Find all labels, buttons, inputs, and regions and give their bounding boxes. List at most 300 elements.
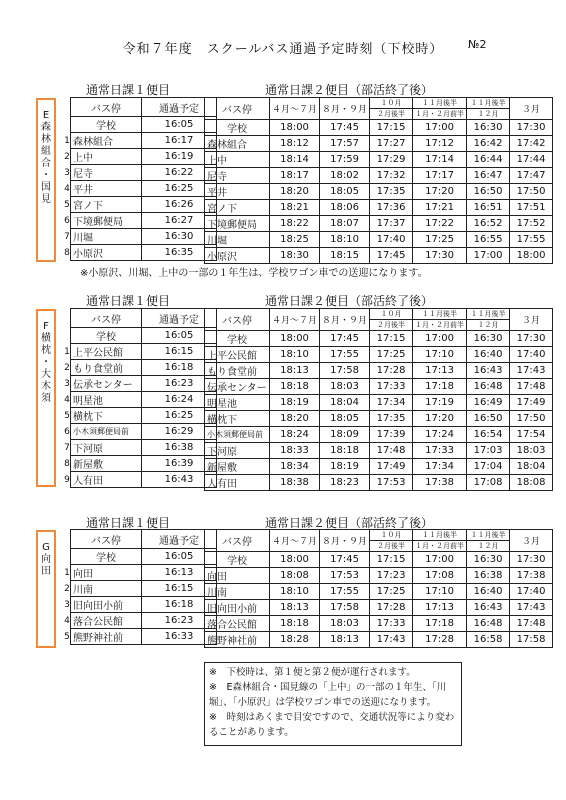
time-cell: 16:43 — [142, 472, 217, 488]
time-cell: 16:43 — [467, 363, 510, 379]
time-cell: 17:43 — [510, 600, 553, 616]
month-subheader: ２月後半 — [370, 320, 413, 331]
bus-stop-cell: 旧向田小前 — [71, 597, 142, 613]
bus-stop-cell: 平井 — [205, 184, 270, 200]
table-row — [205, 395, 553, 411]
time-cell: 16:29 — [142, 424, 217, 440]
time-cell: 17:34 — [370, 395, 413, 411]
time-cell: 17:45 — [320, 120, 370, 136]
time-cell: 16:05 — [142, 549, 217, 565]
time-cell: 17:23 — [370, 568, 413, 584]
table-row — [64, 597, 217, 613]
bus-stop-cell: 学校 — [71, 328, 142, 344]
row-number: 5 — [64, 197, 71, 213]
time-cell: 18:15 — [320, 248, 370, 264]
time-cell: 17:08 — [467, 475, 510, 491]
time-cell: 17:50 — [510, 411, 553, 427]
time-cell: 18:03 — [510, 443, 553, 459]
bus-stop-cell: もり食堂前 — [205, 363, 270, 379]
bus-stop-cell: 横枕下 — [71, 408, 142, 424]
time-cell: 18:13 — [320, 632, 370, 648]
time-cell: 17:47 — [510, 168, 553, 184]
time-cell: 16:40 — [467, 584, 510, 600]
row-number: 2 — [64, 360, 71, 376]
trip1-title-g: 通常日課１便目 — [86, 516, 171, 530]
time-cell: 17:58 — [320, 363, 370, 379]
time-cell: 16:40 — [467, 347, 510, 363]
bus-stop-cell: 上中 — [71, 149, 142, 165]
time-cell: 18:03 — [320, 379, 370, 395]
time-cell: 18:13 — [270, 363, 320, 379]
note-1: ※ 下校時は、第１便と第２便が運行されます。 — [209, 667, 416, 678]
time-cell: 16:23 — [142, 613, 217, 629]
time-cell: 17:00 — [413, 552, 467, 568]
route-label-e — [36, 98, 56, 262]
time-cell: 17:12 — [413, 136, 467, 152]
bus-stop-cell: 向田 — [205, 568, 270, 584]
bus-stop-cell: 小木須郵便局前 — [71, 424, 142, 440]
time-cell: 17:48 — [370, 443, 413, 459]
time-cell: 18:25 — [270, 232, 320, 248]
time-cell: 17:40 — [510, 347, 553, 363]
month-subheader: １２月 — [467, 109, 510, 120]
time-cell: 17:03 — [467, 443, 510, 459]
table-row — [205, 443, 553, 459]
trip1-table-e — [64, 97, 217, 261]
route-label-char: 大 — [41, 369, 51, 380]
route-label-char: 須 — [41, 393, 51, 404]
planned-time-header: 通過予定 — [142, 98, 217, 117]
row-number: 3 — [64, 376, 71, 392]
time-cell: 17:15 — [370, 120, 413, 136]
page-title: 令和７年度 スクールバス通過予定時刻（下校時） — [122, 42, 444, 57]
trip2-table-f — [204, 308, 553, 491]
time-cell: 18:00 — [270, 120, 320, 136]
time-cell: 18:20 — [270, 184, 320, 200]
time-cell: 17:38 — [510, 568, 553, 584]
time-cell: 17:28 — [413, 632, 467, 648]
row-number: 3 — [64, 165, 71, 181]
bus-stop-cell: 上平公民館 — [71, 344, 142, 360]
bus-stop-cell: 学校 — [205, 331, 270, 347]
time-cell: 17:14 — [413, 152, 467, 168]
table-row — [205, 152, 553, 168]
table-row — [205, 120, 553, 136]
time-cell: 18:10 — [320, 232, 370, 248]
table-row — [64, 165, 217, 181]
time-cell: 16:15 — [142, 344, 217, 360]
month-header: １１月後半 — [413, 530, 467, 541]
bus-stop-cell: 熊野神社前 — [71, 629, 142, 645]
time-cell: 17:55 — [320, 347, 370, 363]
time-cell: 16:50 — [467, 411, 510, 427]
row-number: 2 — [64, 581, 71, 597]
bus-stop-cell: 川南 — [205, 584, 270, 600]
table-row — [64, 117, 217, 133]
time-cell: 16:47 — [467, 168, 510, 184]
bus-stop-cell: 宮ノ下 — [71, 197, 142, 213]
bus-stop-cell: 川堀 — [205, 232, 270, 248]
route-label-char: 横 — [41, 333, 51, 344]
table-header-row — [205, 98, 553, 109]
time-cell: 18:28 — [270, 632, 320, 648]
month-header: ４月～７月 — [270, 98, 320, 120]
route-label-char: 林 — [41, 134, 51, 145]
time-cell: 16:22 — [142, 165, 217, 181]
row-number: 7 — [64, 229, 71, 245]
time-cell: 18:18 — [320, 443, 370, 459]
table-row — [205, 363, 553, 379]
bus-stop-cell: 川南 — [71, 581, 142, 597]
time-cell: 17:52 — [510, 216, 553, 232]
month-header: １１月後半 — [467, 309, 510, 320]
time-cell: 18:38 — [270, 475, 320, 491]
time-cell: 16:38 — [467, 568, 510, 584]
time-cell: 16:15 — [142, 581, 217, 597]
time-cell: 17:33 — [370, 379, 413, 395]
route-label-char: 国 — [41, 182, 51, 193]
time-cell: 17:30 — [510, 331, 553, 347]
time-cell: 17:30 — [413, 248, 467, 264]
table-row — [64, 440, 217, 456]
time-cell: 16:49 — [467, 395, 510, 411]
table-row — [64, 149, 217, 165]
time-cell: 18:19 — [320, 459, 370, 475]
time-cell: 17:53 — [320, 568, 370, 584]
row-number: 9 — [64, 472, 71, 488]
row-number: 2 — [64, 149, 71, 165]
time-cell: 17:08 — [413, 568, 467, 584]
route-label-char: F — [43, 321, 49, 332]
note-3: ※ 時刻はあくまで目安ですので、交通状況等により変わることがあります。 — [209, 712, 455, 738]
table-row — [64, 565, 217, 581]
month-subheader: １２月 — [467, 541, 510, 552]
table-row — [64, 181, 217, 197]
table-row — [205, 232, 553, 248]
time-cell: 17:33 — [370, 616, 413, 632]
bus-stop-cell: 森林組合 — [71, 133, 142, 149]
bus-stop-cell: 新屋敷 — [205, 459, 270, 475]
table-row — [205, 216, 553, 232]
time-cell: 17:40 — [370, 232, 413, 248]
month-header: ４月～７月 — [270, 530, 320, 552]
time-cell: 17:45 — [370, 248, 413, 264]
table-row — [64, 328, 217, 344]
time-cell: 17:49 — [370, 459, 413, 475]
bus-stop-cell: 小原沢 — [71, 245, 142, 261]
bus-stop-header: バス停 — [205, 309, 270, 331]
route-label-g — [36, 530, 56, 648]
time-cell: 17:32 — [370, 168, 413, 184]
time-cell: 17:13 — [413, 363, 467, 379]
time-cell: 16:51 — [467, 200, 510, 216]
time-cell: 16:13 — [142, 565, 217, 581]
trip2-title-f: 通常日課２便目（部活終了後） — [265, 294, 434, 308]
time-cell: 18:07 — [320, 216, 370, 232]
time-cell: 18:04 — [510, 459, 553, 475]
table-row — [205, 568, 553, 584]
time-cell: 18:06 — [320, 200, 370, 216]
bus-stop-cell: 伝承センター — [71, 376, 142, 392]
table-row — [205, 632, 553, 648]
time-cell: 17:00 — [467, 248, 510, 264]
time-cell: 17:39 — [370, 427, 413, 443]
time-cell: 17:33 — [413, 443, 467, 459]
trip2-title-g: 通常日課２便目（部活終了後） — [265, 516, 434, 530]
bus-stop-cell: 小木須郵便局前 — [205, 427, 270, 443]
planned-time-header: 通過予定 — [142, 530, 217, 549]
time-cell: 17:25 — [413, 232, 467, 248]
table-row — [205, 248, 553, 264]
table-row — [64, 424, 217, 440]
time-cell: 17:55 — [320, 584, 370, 600]
trip1-table-g — [64, 529, 217, 645]
time-cell: 17:10 — [413, 584, 467, 600]
bus-stop-cell: 学校 — [205, 552, 270, 568]
month-header: ４月～７月 — [270, 309, 320, 331]
time-cell: 17:27 — [370, 136, 413, 152]
bus-stop-cell: 下境郵便局 — [205, 216, 270, 232]
time-cell: 17:58 — [510, 632, 553, 648]
table-row — [64, 392, 217, 408]
time-cell: 17:15 — [370, 331, 413, 347]
table-row — [64, 629, 217, 645]
time-cell: 17:42 — [510, 136, 553, 152]
table-header-row — [205, 309, 553, 320]
time-cell: 16:58 — [467, 632, 510, 648]
page-number: №2 — [468, 38, 487, 51]
time-cell: 18:08 — [270, 568, 320, 584]
row-number: 6 — [64, 424, 71, 440]
time-cell: 16:27 — [142, 213, 217, 229]
bus-stop-cell: 宮ノ下 — [205, 200, 270, 216]
month-header: ３月 — [510, 98, 553, 120]
time-cell: 18:02 — [320, 168, 370, 184]
trip1-title-e: 通常日課１便目 — [86, 83, 171, 97]
table-row — [205, 600, 553, 616]
trip2-title-e: 通常日課２便目（部活終了後） — [265, 83, 434, 97]
time-cell: 17:22 — [413, 216, 467, 232]
row-number: 8 — [64, 456, 71, 472]
time-cell: 17:59 — [320, 152, 370, 168]
time-cell: 18:18 — [270, 379, 320, 395]
time-cell: 17:44 — [510, 152, 553, 168]
row-number: 5 — [64, 629, 71, 645]
route-label-char: 木 — [41, 381, 51, 392]
bus-stop-cell: 学校 — [205, 120, 270, 136]
bus-stop-cell: 明星池 — [205, 395, 270, 411]
table-row — [64, 213, 217, 229]
row-number: 1 — [64, 344, 71, 360]
time-cell: 17:15 — [370, 552, 413, 568]
bus-stop-cell: 落合公民館 — [205, 616, 270, 632]
time-cell: 17:20 — [413, 411, 467, 427]
time-cell: 17:18 — [413, 379, 467, 395]
time-cell: 16:24 — [142, 392, 217, 408]
time-cell: 16:18 — [142, 597, 217, 613]
bus-stop-cell: 伝承センター — [205, 379, 270, 395]
route-label-f — [36, 309, 56, 487]
month-header: １１月後半 — [467, 98, 510, 109]
time-cell: 17:48 — [510, 379, 553, 395]
time-cell: 17:40 — [510, 584, 553, 600]
time-cell: 18:20 — [270, 411, 320, 427]
row-number: 4 — [64, 181, 71, 197]
time-cell: 18:00 — [270, 331, 320, 347]
table-row — [64, 197, 217, 213]
row-number: 3 — [64, 597, 71, 613]
time-cell: 16:48 — [467, 379, 510, 395]
time-cell: 17:25 — [370, 584, 413, 600]
time-cell: 18:05 — [320, 184, 370, 200]
table-row — [64, 245, 217, 261]
time-cell: 18:18 — [270, 616, 320, 632]
time-cell: 18:00 — [270, 552, 320, 568]
bus-stop-cell: 学校 — [71, 549, 142, 565]
table-row — [64, 581, 217, 597]
month-header: ８月・９月 — [320, 309, 370, 331]
time-cell: 16:33 — [142, 629, 217, 645]
time-cell: 16:38 — [142, 440, 217, 456]
time-cell: 17:36 — [370, 200, 413, 216]
month-header: １１月後半 — [413, 98, 467, 109]
table-row — [64, 472, 217, 488]
table-header-row — [64, 530, 217, 549]
time-cell: 18:34 — [270, 459, 320, 475]
time-cell: 17:49 — [510, 395, 553, 411]
row-number: 6 — [64, 213, 71, 229]
bus-stop-header: バス停 — [205, 98, 270, 120]
time-cell: 17:29 — [370, 152, 413, 168]
time-cell: 16:48 — [467, 616, 510, 632]
time-cell: 16:39 — [142, 456, 217, 472]
trip1-title-f: 通常日課１便目 — [86, 294, 171, 308]
route-label-char: G — [42, 542, 50, 553]
time-cell: 17:51 — [510, 200, 553, 216]
time-cell: 16:30 — [467, 552, 510, 568]
month-subheader: １月・２月前半 — [413, 320, 467, 331]
table-header-row — [205, 530, 553, 541]
month-header: ３月 — [510, 309, 553, 331]
time-cell: 17:25 — [370, 347, 413, 363]
table-row — [205, 475, 553, 491]
time-cell: 17:21 — [413, 200, 467, 216]
time-cell: 17:55 — [510, 232, 553, 248]
time-cell: 18:03 — [320, 616, 370, 632]
note-2: ※ E森林組合・国見線の「上中」の一部の１年生、「川堀」、「小原沢」は学校ワゴン車での送迎になります。 — [209, 682, 447, 708]
time-cell: 17:30 — [510, 120, 553, 136]
time-cell: 18:14 — [270, 152, 320, 168]
bus-stop-cell: 人有田 — [205, 475, 270, 491]
bus-stop-header: バス停 — [71, 309, 142, 328]
bus-stop-cell: 下河原 — [205, 443, 270, 459]
month-subheader: １月・２月前半 — [413, 541, 467, 552]
bus-stop-cell: 旧向田小前 — [205, 600, 270, 616]
bus-stop-cell: 向田 — [71, 565, 142, 581]
bus-stop-cell: 人有田 — [71, 472, 142, 488]
time-cell: 18:23 — [320, 475, 370, 491]
time-cell: 17:18 — [413, 616, 467, 632]
time-cell: 16:35 — [142, 245, 217, 261]
time-cell: 17:00 — [413, 120, 467, 136]
time-cell: 18:00 — [510, 248, 553, 264]
time-cell: 16:30 — [467, 120, 510, 136]
table-row — [64, 549, 217, 565]
table-header-row — [64, 309, 217, 328]
time-cell: 18:08 — [510, 475, 553, 491]
time-cell: 17:57 — [320, 136, 370, 152]
row-number: 4 — [64, 392, 71, 408]
route-label-char: 森 — [41, 122, 51, 133]
bus-stop-cell: 下境郵便局 — [71, 213, 142, 229]
bus-stop-cell: 尼寺 — [205, 168, 270, 184]
time-cell: 17:17 — [413, 168, 467, 184]
time-cell: 16:42 — [467, 136, 510, 152]
month-header: １１月後半 — [467, 530, 510, 541]
time-cell: 18:21 — [270, 200, 320, 216]
table-row — [205, 411, 553, 427]
time-cell: 18:33 — [270, 443, 320, 459]
month-header: １１月後半 — [413, 309, 467, 320]
table-row — [205, 347, 553, 363]
bus-stop-header: バス停 — [71, 530, 142, 549]
time-cell: 17:43 — [370, 632, 413, 648]
route-label-char: 組 — [41, 146, 51, 157]
time-cell: 16:19 — [142, 149, 217, 165]
row-number: 4 — [64, 613, 71, 629]
time-cell: 16:23 — [142, 376, 217, 392]
time-cell: 16:25 — [142, 408, 217, 424]
table-row — [205, 584, 553, 600]
time-cell: 16:30 — [142, 229, 217, 245]
time-cell: 16:55 — [467, 232, 510, 248]
row-number: 7 — [64, 440, 71, 456]
time-cell: 16:52 — [467, 216, 510, 232]
trip1-table-f — [64, 308, 217, 488]
bus-stop-header: バス停 — [205, 530, 270, 552]
bus-stop-cell: 下河原 — [71, 440, 142, 456]
time-cell: 18:04 — [320, 395, 370, 411]
time-cell: 17:54 — [510, 427, 553, 443]
time-cell: 17:10 — [413, 347, 467, 363]
bus-stop-cell: 川堀 — [71, 229, 142, 245]
time-cell: 17:45 — [320, 552, 370, 568]
month-header: １０月 — [370, 530, 413, 541]
time-cell: 17:50 — [510, 184, 553, 200]
time-cell: 18:17 — [270, 168, 320, 184]
time-cell: 16:30 — [467, 331, 510, 347]
month-subheader: １２月 — [467, 320, 510, 331]
table-row — [205, 379, 553, 395]
route-label-char: 田 — [41, 566, 51, 577]
time-cell: 17:38 — [413, 475, 467, 491]
time-cell: 16:43 — [467, 600, 510, 616]
planned-time-header: 通過予定 — [142, 309, 217, 328]
time-cell: 17:13 — [413, 600, 467, 616]
bus-stop-cell: 落合公民館 — [71, 613, 142, 629]
trip2-table-g — [204, 529, 553, 648]
route-label-char: 枕 — [41, 345, 51, 356]
bus-stop-cell: 熊野神社前 — [205, 632, 270, 648]
time-cell: 18:30 — [270, 248, 320, 264]
time-cell: 18:12 — [270, 136, 320, 152]
time-cell: 17:04 — [467, 459, 510, 475]
time-cell: 17:58 — [320, 600, 370, 616]
route-label-char: ・ — [41, 170, 51, 181]
bus-stop-cell: 尼寺 — [71, 165, 142, 181]
time-cell: 17:28 — [370, 600, 413, 616]
month-subheader: ２月後半 — [370, 109, 413, 120]
